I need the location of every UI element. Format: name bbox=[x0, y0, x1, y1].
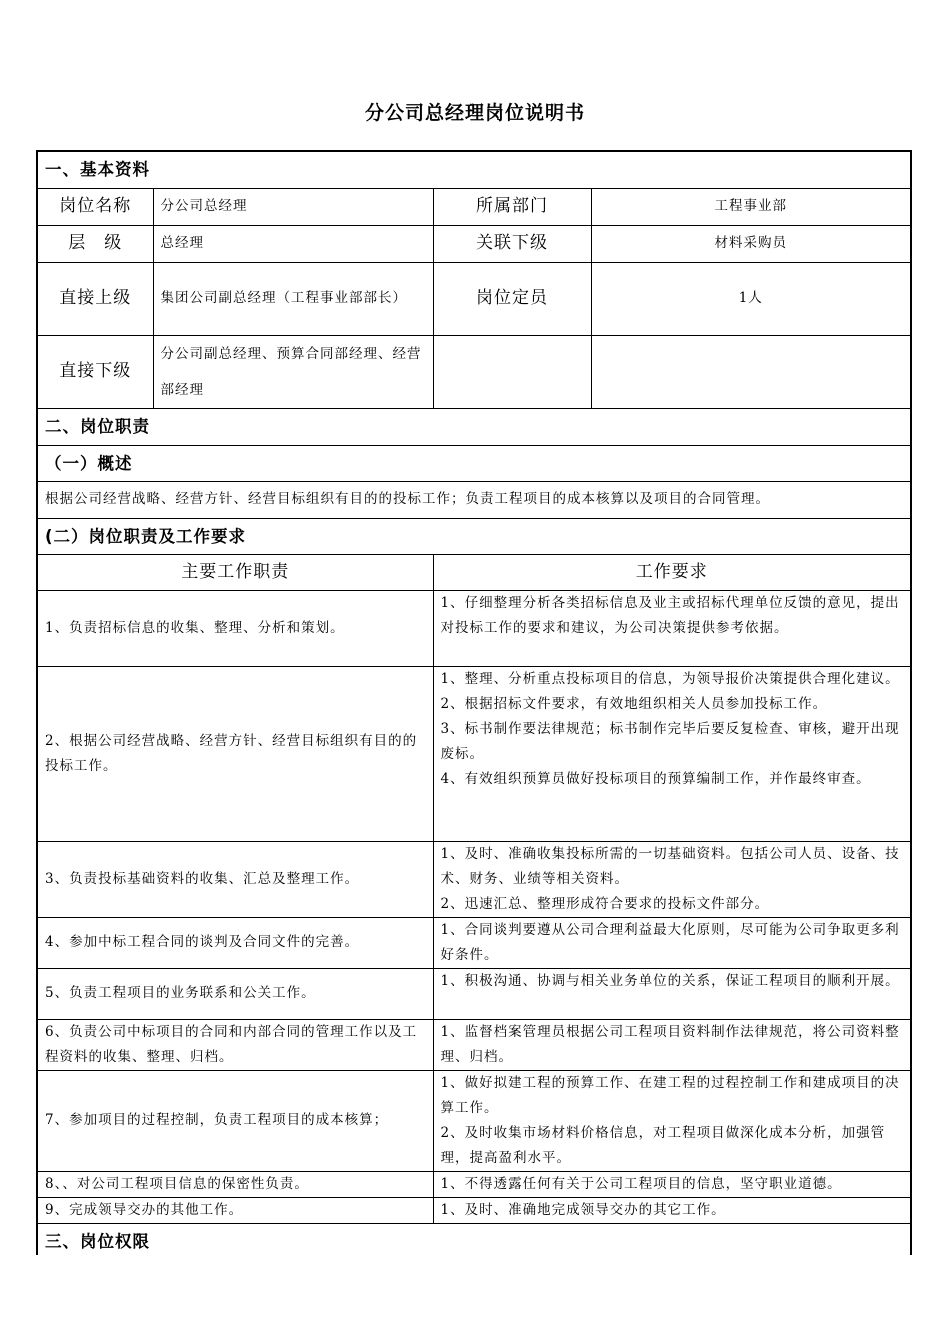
duty-cell: 6、负责公司中标项目的合同和内部合同的管理工作以及工程资料的收集、整理、归档。 bbox=[38, 1019, 433, 1070]
section-duties-row bbox=[38, 408, 910, 445]
info-row-2 bbox=[38, 225, 910, 262]
section-title-duties: 二、岗位职责 bbox=[38, 408, 910, 445]
duty-cell: 9、完成领导交办的其他工作。 bbox=[38, 1197, 433, 1223]
requirement-item: 1、合同谈判要遵从公司合理利益最大化原则，尽可能为公司争取更多利好条件。 bbox=[440, 921, 900, 963]
department-value: 工程事业部 bbox=[591, 188, 910, 225]
requirement-item: 1、做好拟建工程的预算工作、在建工程的过程控制工作和建成项目的决算工作。 bbox=[440, 1074, 900, 1116]
duty-cell: 4、参加中标工程合同的谈判及合同文件的完善。 bbox=[38, 917, 433, 968]
level-value: 总经理 bbox=[153, 225, 433, 262]
requirement-item: 1、及时、准确地完成领导交办的其它工作。 bbox=[440, 1201, 726, 1218]
requirement-item: 4、有效组织预算员做好投标项目的预算编制工作，并作最终审查。 bbox=[440, 770, 871, 787]
detail-title-row bbox=[38, 518, 910, 554]
requirement-item: 1、及时、准确收集投标所需的一切基础资料。包括公司人员、设备、技术、财务、业绩等相关资料。 bbox=[440, 845, 900, 887]
table-row bbox=[38, 1070, 910, 1171]
requirement-cell bbox=[433, 968, 910, 1019]
duty-cell: 2、根据公司经营战略、经营方针、经营目标组织有目的的投标工作。 bbox=[38, 666, 433, 841]
job-description-table bbox=[38, 152, 910, 1259]
page-title: 分公司总经理岗位说明书 bbox=[364, 102, 585, 124]
requirement-item: 2、根据招标文件要求，有效地组织相关人员参加投标工作。 bbox=[440, 695, 828, 712]
detail-title: (二）岗位职责及工作要求 bbox=[38, 518, 910, 554]
duty-cell: 7、参加项目的过程控制，负责工程项目的成本核算； bbox=[38, 1070, 433, 1171]
info-row-3 bbox=[38, 262, 910, 335]
headcount-value: 1人 bbox=[591, 262, 910, 335]
direct-subordinate-label: 直接下级 bbox=[38, 335, 153, 408]
direct-superior-value: 集团公司副总经理（工程事业部部长） bbox=[153, 262, 433, 335]
requirement-cell bbox=[433, 917, 910, 968]
requirement-cell bbox=[433, 1171, 910, 1197]
requirement-item: 1、监督档案管理员根据公司工程项目资料制作法律规范，将公司资料整理、归档。 bbox=[440, 1023, 900, 1065]
duty-cell: 3、负责投标基础资料的收集、汇总及整理工作。 bbox=[38, 841, 433, 917]
table-row bbox=[38, 1019, 910, 1070]
requirement-cell bbox=[433, 590, 910, 666]
requirement-cell bbox=[433, 1019, 910, 1070]
department-label: 所属部门 bbox=[433, 188, 591, 225]
table-row bbox=[38, 917, 910, 968]
table-row bbox=[38, 841, 910, 917]
table-row bbox=[38, 1171, 910, 1197]
duties-header-row bbox=[38, 554, 910, 590]
overview-text-row bbox=[38, 481, 910, 518]
table-row bbox=[38, 590, 910, 666]
requirement-cell bbox=[433, 666, 910, 841]
table-row bbox=[38, 666, 910, 841]
overview-title-row bbox=[38, 445, 910, 481]
overview-text: 根据公司经营战略、经营方针、经营目标组织有目的的投标工作；负责工程项目的成本核算以及项目的合同管理。 bbox=[38, 481, 910, 518]
empty-cell bbox=[591, 335, 910, 408]
section-title-basic-info: 一、基本资料 bbox=[38, 152, 910, 188]
column-header-duty: 主要工作职责 bbox=[38, 554, 433, 590]
requirement-item: 2、及时收集市场材料价格信息，对工程项目做深化成本分析，加强管理，提高盈利水平。 bbox=[440, 1124, 886, 1166]
overview-title: （一）概述 bbox=[38, 445, 910, 481]
requirement-cell bbox=[433, 1197, 910, 1223]
requirement-item: 1、不得透露任何有关于公司工程项目的信息，坚守职业道德。 bbox=[440, 1175, 842, 1192]
position-name-label: 岗位名称 bbox=[38, 188, 153, 225]
section-title-authority: 三、岗位权限 bbox=[38, 1223, 910, 1259]
headcount-label: 岗位定员 bbox=[433, 262, 591, 335]
requirement-cell bbox=[433, 1070, 910, 1171]
info-row-4 bbox=[38, 335, 910, 408]
related-subordinate-label: 关联下级 bbox=[433, 225, 591, 262]
requirement-item: 1、整理、分析重点投标项目的信息，为领导报价决策提供合理化建议。 bbox=[440, 670, 900, 687]
empty-cell bbox=[433, 335, 591, 408]
section-authority-row bbox=[38, 1223, 910, 1259]
requirement-cell bbox=[433, 841, 910, 917]
duty-cell: 5、负责工程项目的业务联系和公关工作。 bbox=[38, 968, 433, 1019]
direct-superior-label: 直接上级 bbox=[38, 262, 153, 335]
section-basic-info-row bbox=[38, 152, 910, 188]
position-name-value: 分公司总经理 bbox=[153, 188, 433, 225]
requirement-item: 1、仔细整理分析各类招标信息及业主或招标代理单位反馈的意见，提出对投标工作的要求和建议，为公司决策提供参考依据。 bbox=[440, 594, 900, 636]
column-header-requirement: 工作要求 bbox=[433, 554, 910, 590]
table-row bbox=[38, 1197, 910, 1223]
table-row bbox=[38, 968, 910, 1019]
direct-subordinate-value: 分公司副总经理、预算合同部经理、经营部经理 bbox=[153, 335, 433, 408]
requirement-item: 2、迅速汇总、整理形成符合要求的投标文件部分。 bbox=[440, 895, 770, 912]
info-row-1 bbox=[38, 188, 910, 225]
requirement-item: 1、积极沟通、协调与相关业务单位的关系，保证工程项目的顺利开展。 bbox=[440, 972, 900, 989]
job-description-sheet bbox=[36, 150, 912, 1255]
level-label: 层 级 bbox=[38, 225, 153, 262]
duty-cell: 8、、对公司工程项目信息的保密性负责。 bbox=[38, 1171, 433, 1197]
related-subordinate-value: 材料采购员 bbox=[591, 225, 910, 262]
requirement-item: 3、标书制作要法律规范；标书制作完毕后要反复检查、审核，避开出现废标。 bbox=[440, 720, 900, 762]
duty-cell: 1、负责招标信息的收集、整理、分析和策划。 bbox=[38, 590, 433, 666]
